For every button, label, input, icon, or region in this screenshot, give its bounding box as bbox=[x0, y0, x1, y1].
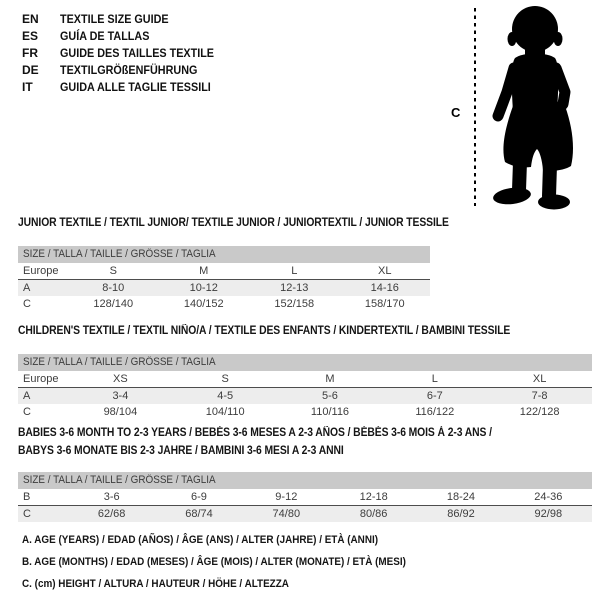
size-value-cell: L bbox=[382, 371, 487, 388]
legend-code: FR bbox=[22, 45, 38, 60]
size-value-cell: 6-7 bbox=[382, 388, 487, 405]
legend-code: ES bbox=[22, 28, 39, 43]
size-value-cell: 68/74 bbox=[155, 506, 242, 523]
childrens-table-title: CHILDREN'S TEXTILE / TEXTIL NIÑO/A / TEXTILE DES ENFANTS / KINDERTEXTIL / BAMBINI TESSILE bbox=[18, 325, 511, 337]
row-label: A bbox=[18, 388, 68, 405]
size-table-row bbox=[18, 263, 430, 280]
size-value-cell: 7-8 bbox=[487, 388, 592, 405]
size-value-cell: 104/110 bbox=[205, 406, 245, 418]
size-table-row bbox=[18, 296, 430, 312]
toddler-silhouette-icon bbox=[492, 6, 573, 210]
size-value-cell: 4-5 bbox=[173, 388, 278, 405]
size-value-cell: XL bbox=[340, 263, 431, 280]
size-value-cell: 122/128 bbox=[519, 406, 560, 418]
babies-size-table bbox=[18, 489, 592, 522]
size-value-cell: 110/116 bbox=[310, 406, 350, 418]
size-value-cell: 18-24 bbox=[417, 489, 504, 506]
size-value-cell: 3-4 bbox=[68, 388, 173, 405]
junior-table-title: JUNIOR TEXTILE / TEXTIL JUNIOR/ TEXTILE JUNIOR / JUNIORTEXTIL / JUNIOR TESSILE bbox=[18, 217, 449, 229]
footnote-a: A. AGE (YEARS) / EDAD (AÑOS) / ÂGE (ANS) / ALTER (JAHRE) / ETÀ (ANNI) bbox=[22, 534, 379, 546]
size-value-cell: 8-10 bbox=[68, 280, 159, 297]
row-label: Europe bbox=[18, 263, 68, 280]
legend-title: GUIDE DES TAILLES TEXTILE bbox=[60, 45, 215, 60]
legend-row-en bbox=[22, 10, 231, 27]
child-silhouette-figure bbox=[450, 0, 600, 215]
legend-code: DE bbox=[22, 62, 39, 77]
size-value-cell: 140/152 bbox=[183, 298, 224, 310]
row-label: A bbox=[18, 280, 68, 297]
legend-row-de bbox=[22, 61, 231, 78]
size-value-cell: M bbox=[159, 263, 250, 280]
size-table-row bbox=[18, 280, 430, 297]
size-table-row bbox=[18, 506, 592, 523]
footnote-b: B. AGE (MONTHS) / EDAD (MESES) / ÂGE (MOIS) / ALTER (MONATE) / ETÀ (MESI) bbox=[22, 556, 406, 568]
size-value-cell: L bbox=[249, 263, 340, 280]
childrens-textile-section bbox=[18, 321, 592, 420]
size-value-cell: 24-36 bbox=[505, 489, 592, 506]
size-value-cell: M bbox=[278, 371, 383, 388]
legend-title: GUIDA ALLE TAGLIE TESSILI bbox=[60, 79, 211, 94]
babies-table-title-line2: BABYS 3-6 MONATE BIS 2-3 JAHRE / BAMBINI 3-6 MESI A 2-3 ANNI bbox=[18, 445, 344, 457]
size-header-label: SIZE / TALLA / TAILLE / GRÖSSE / TAGLIA bbox=[23, 356, 216, 368]
size-header-label: SIZE / TALLA / TAILLE / GRÖSSE / TAGLIA bbox=[23, 474, 216, 486]
size-value-cell: XL bbox=[487, 371, 592, 388]
size-value-cell: 152/158 bbox=[274, 298, 315, 310]
size-value-cell: 14-16 bbox=[340, 280, 431, 297]
size-value-cell: 6-9 bbox=[155, 489, 242, 506]
row-label: C bbox=[18, 506, 68, 523]
row-label: Europe bbox=[18, 371, 68, 388]
language-legend bbox=[22, 10, 231, 95]
legend-row-es bbox=[22, 27, 231, 44]
size-header-bar bbox=[18, 246, 430, 263]
size-table-row bbox=[18, 388, 592, 405]
row-label: B bbox=[18, 489, 68, 506]
babies-textile-section bbox=[18, 423, 592, 522]
size-value-cell: 128/140 bbox=[93, 298, 134, 310]
row-label: C bbox=[23, 298, 31, 310]
size-value-cell: 12-13 bbox=[249, 280, 340, 297]
legend-title: TEXTILGRÖßENFÜHRUNG bbox=[60, 62, 198, 77]
size-value-cell: S bbox=[173, 371, 278, 388]
size-value-cell: 9-12 bbox=[243, 489, 330, 506]
junior-textile-section bbox=[18, 213, 449, 312]
footnotes bbox=[22, 529, 449, 595]
size-table-row bbox=[18, 371, 592, 388]
size-value-cell: XS bbox=[68, 371, 173, 388]
legend-row-it bbox=[22, 78, 231, 95]
legend-row-fr bbox=[22, 44, 231, 61]
childrens-size-table bbox=[18, 371, 592, 420]
size-value-cell: 12-18 bbox=[330, 489, 417, 506]
legend-code: EN bbox=[22, 11, 39, 26]
measure-label-c: C bbox=[451, 105, 461, 120]
size-value-cell: 98/104 bbox=[103, 406, 138, 418]
size-value-cell: 74/80 bbox=[243, 506, 330, 523]
size-table-row bbox=[18, 404, 592, 420]
size-value-cell: 86/92 bbox=[417, 506, 504, 523]
size-header-label: SIZE / TALLA / TAILLE / GRÖSSE / TAGLIA bbox=[23, 248, 216, 260]
size-table-row bbox=[18, 489, 592, 506]
size-value-cell: 10-12 bbox=[159, 280, 250, 297]
size-value-cell: 62/68 bbox=[68, 506, 155, 523]
size-value-cell: S bbox=[68, 263, 159, 280]
size-value-cell: 116/122 bbox=[415, 406, 455, 418]
legend-title: TEXTILE SIZE GUIDE bbox=[60, 11, 169, 26]
babies-table-title-line1: BABIES 3-6 MONTH TO 2-3 YEARS / BEBÉS 3-6 MESES A 2-3 AÑOS / BÉBÉS 3-6 MOIS À 2-3 ANS / bbox=[18, 427, 492, 439]
footnote-c: C. (cm) HEIGHT / ALTURA / HAUTEUR / HÖHE / ALTEZZA bbox=[22, 578, 289, 590]
size-value-cell: 158/170 bbox=[364, 298, 405, 310]
legend-code: IT bbox=[22, 79, 33, 94]
size-value-cell: 92/98 bbox=[505, 506, 592, 523]
size-value-cell: 5-6 bbox=[278, 388, 383, 405]
height-measure-figure bbox=[450, 0, 600, 215]
junior-size-table bbox=[18, 263, 430, 312]
row-label: C bbox=[23, 406, 31, 418]
size-header-bar bbox=[18, 472, 592, 489]
size-header-bar bbox=[18, 354, 592, 371]
size-value-cell: 3-6 bbox=[68, 489, 155, 506]
size-value-cell: 80/86 bbox=[330, 506, 417, 523]
legend-title: GUÍA DE TALLAS bbox=[60, 28, 150, 43]
